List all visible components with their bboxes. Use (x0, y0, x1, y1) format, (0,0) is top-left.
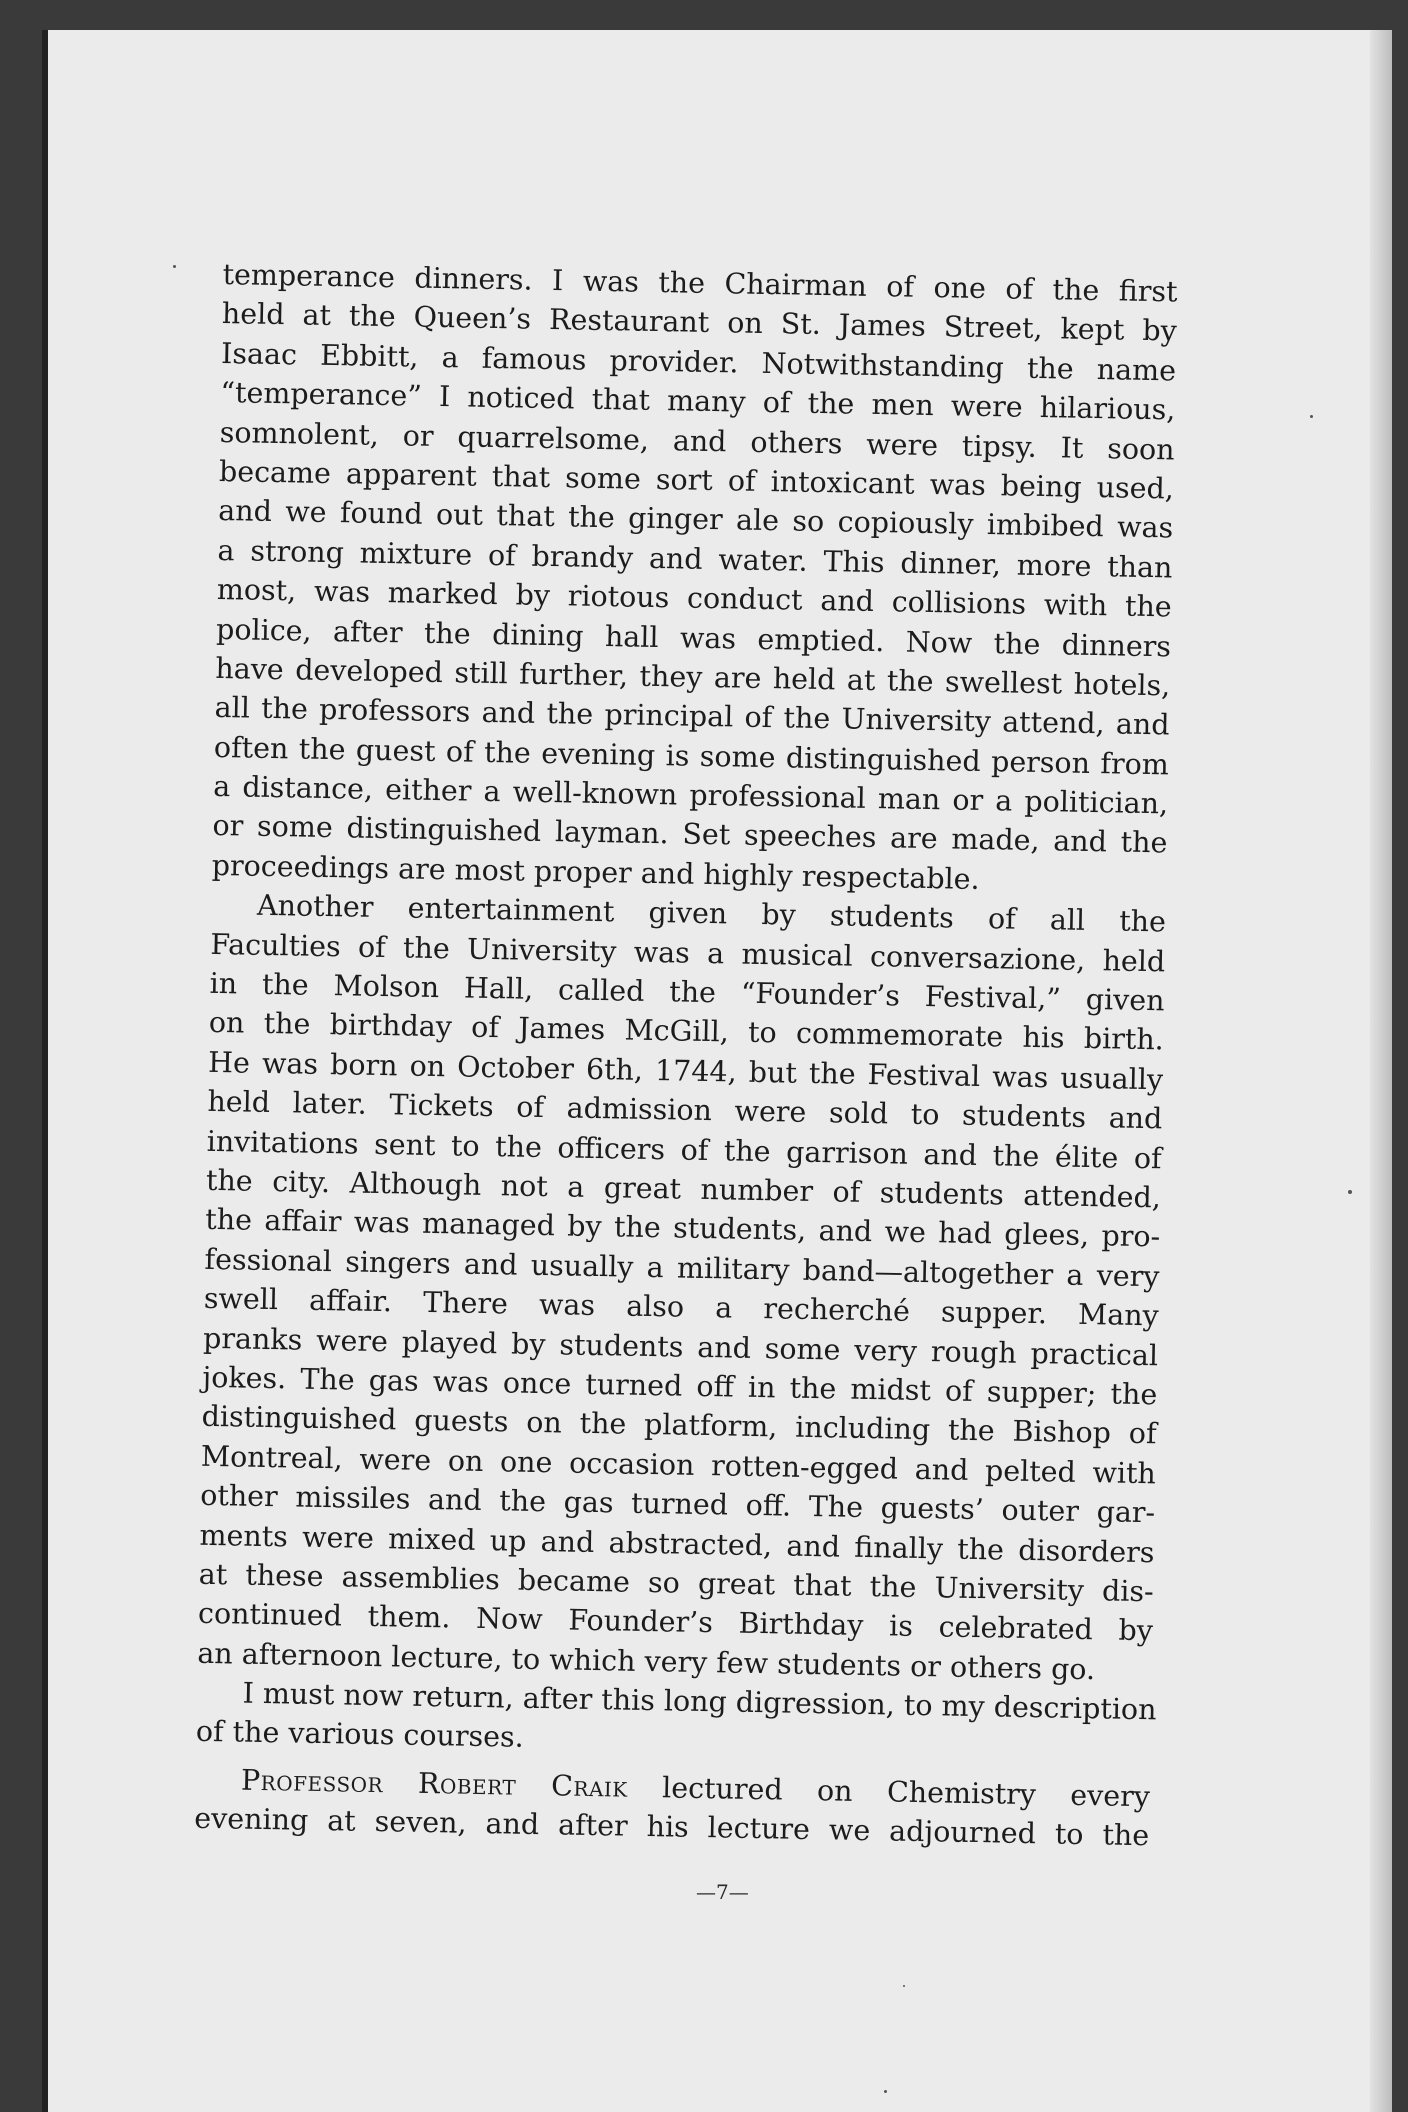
text-line: the affair was managed by the students, and we had glees, pro- (205, 1203, 1161, 1254)
text-line: Isaac Ebbitt, a famous provider. Notwithstanding the name (220, 336, 1177, 388)
text-line: Montreal, were on one occasion rotten-egged and pelted with (200, 1439, 1157, 1491)
text-line: have developed still further, they are held at the swellest hotels, (215, 651, 1171, 703)
text-line: in the Molson Hall, called the “Founder’s Festival,” given (209, 966, 1165, 1018)
professor-name: Professor Robert Craik (240, 1763, 629, 1804)
text-line: often the guest of the evening is some distinguished person from (213, 730, 1170, 782)
text-line: proceedings are most proper and highly respectable. (211, 848, 980, 896)
text-line: held later. Tickets of admission were sold to students and (207, 1085, 1163, 1136)
text-line: a distance, either a well-known professional man or a politician, (212, 769, 1169, 821)
text-line: at these assemblies became so great that the University dis- (198, 1557, 1154, 1609)
text-line: fessional singers and usually a military band—altogether a very (204, 1242, 1160, 1294)
text-line: and we found out that the ginger ale so copiously imbibed was (218, 494, 1174, 545)
text-line: all the professors and the principal of the University attend, and (214, 691, 1170, 742)
text-line: jokes. The gas was once turned off in the midst of supper; the (202, 1360, 1158, 1412)
scan-speck (173, 265, 176, 268)
scan-speck (1348, 1190, 1352, 1194)
text-line: Faculties of the University was a musical conversazione, held (210, 927, 1166, 979)
text-line: held at the Queen’s Restaurant on St. James Street, kept by (221, 297, 1178, 348)
text-line: other missiles and the gas turned off. The guests’ outer gar- (199, 1478, 1156, 1530)
scan-speck (1310, 415, 1313, 418)
book-page (42, 30, 1392, 2112)
text-line: became apparent that some sort of intoxicant was being used, (218, 454, 1175, 506)
text-line: ments were mixed up and abstracted, and finally the disorders (199, 1518, 1155, 1569)
page-number: —7— (696, 1880, 749, 1904)
text-line: I must now return, after this long digression, to my description (242, 1676, 1157, 1727)
text-line: a strong mixture of brandy and water. This dinner, more than (217, 533, 1173, 585)
text-line: Another entertainment given by students of all the (256, 888, 1167, 939)
text-line: of the various courses. (195, 1715, 524, 1755)
text-line: temperance dinners. I was the Chairman of one of the first (222, 257, 1178, 309)
text-line: an afternoon lecture, to which very few students or others go. (197, 1636, 1096, 1686)
scan-speck (884, 2090, 887, 2093)
text-line: distinguished guests on the platform, including the Bishop of (201, 1400, 1157, 1451)
page-edge-shadow (1370, 30, 1392, 2112)
text-line: most, was marked by riotous conduct and collisions with the (216, 573, 1173, 624)
text-line: or some distinguished layman. Set speeches are made, and the (212, 809, 1168, 860)
text-line: He was born on October 6th, 1744, but the Festival was usually (207, 1045, 1164, 1097)
text-line: invitations sent to the officers of the garrison and the élite of (206, 1124, 1162, 1175)
text-fragment: lectured on Chemistry every (627, 1770, 1151, 1814)
text-line: somnolent, or quarrelsome, and others were tipsy. It soon (219, 415, 1175, 467)
scan-speck (903, 1985, 905, 1987)
text-line: “temperance” I noticed that many of the men were hilarious, (220, 376, 1176, 427)
body-text (194, 255, 1178, 1856)
text-line: swell affair. There was also a recherché supper. Many (203, 1281, 1160, 1333)
text-line: on the birthday of James McGill, to commemorate his birth. (208, 1006, 1165, 1057)
text-line: the city. Although not a great number of students attended, (205, 1163, 1162, 1215)
text-line: continued them. Now Founder’s Birthday is celebrated by (197, 1597, 1154, 1648)
text-line: pranks were played by students and some very rough practical (202, 1321, 1159, 1372)
text-line: police, after the dining hall was emptied. Now the dinners (215, 612, 1172, 663)
text-line: evening at seven, and after his lecture we adjourned to the (194, 1801, 1150, 1853)
